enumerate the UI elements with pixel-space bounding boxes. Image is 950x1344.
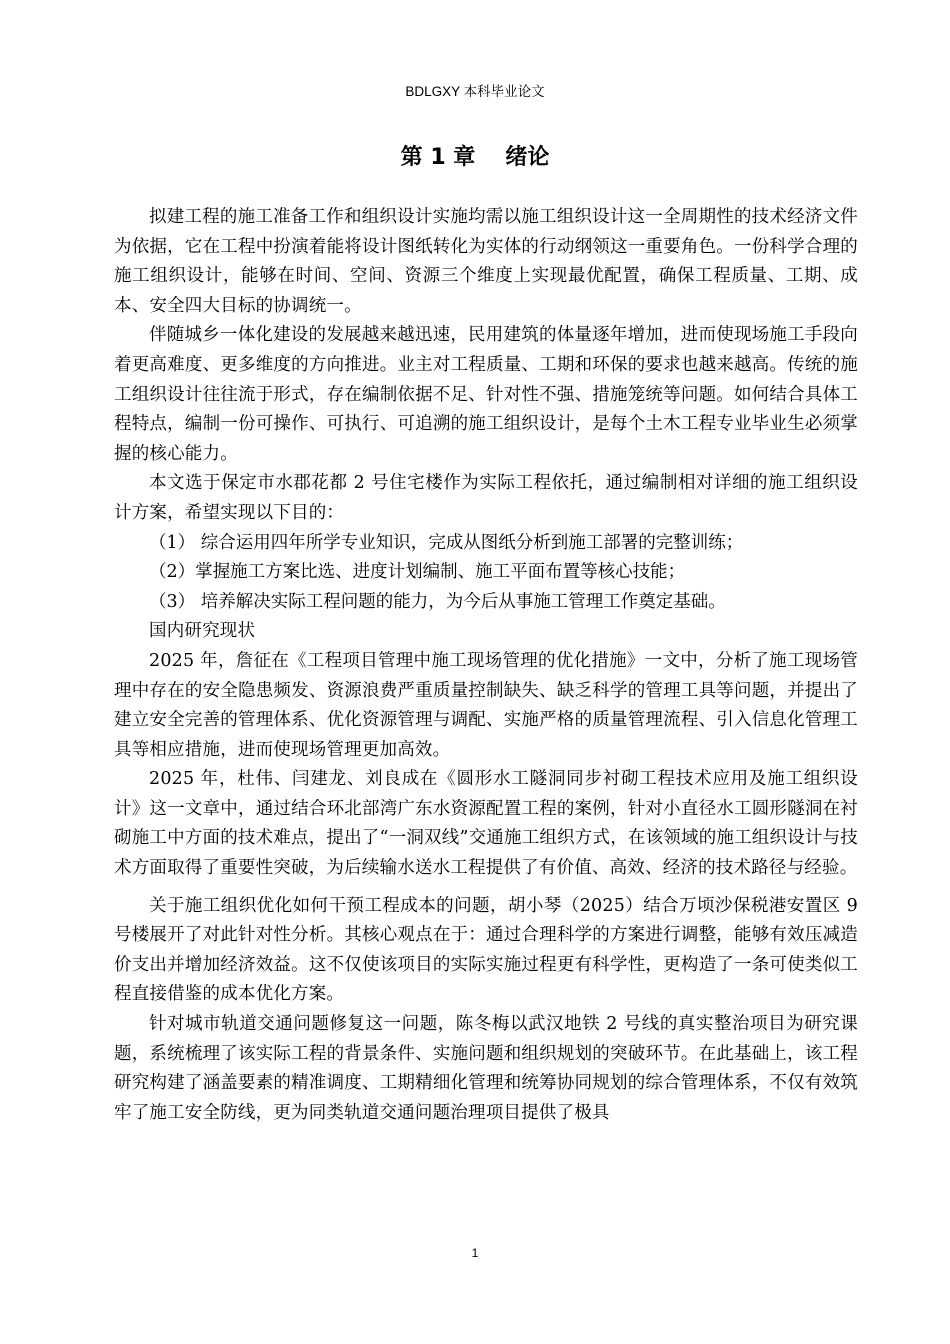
page-number: 1 (471, 1246, 479, 1260)
chapter-name: 绪论 (505, 145, 550, 170)
chapter-title (0, 140, 950, 171)
objective-item: （2）掌握施工方案比选、进度计划编制、施工平面布置等核心技能； (149, 562, 686, 583)
body-text (114, 203, 858, 1128)
section-heading: 国内研究现状 (149, 621, 256, 642)
paragraph: 本文选于保定市水郡花都 2 号住宅楼作为实际工程依托，通过编制相对详细的施工组织设计方案，希望实现以下目的： (114, 473, 858, 523)
objective-item: （3） 培养解决实际工程问题的能力，为今后从事施工管理工作奠定基础。 (149, 591, 726, 612)
paragraph: 拟建工程的施工准备工作和组织设计实施均需以施工组织设计这一全周期性的技术经济文件为依据，它在工程中扮演着能将设计图纸转化为实体的行动纲领这一重要角色。一份科学合理的施工组织设计，能够在时间、空间、资源三个维度上实现最优配置，确保工程质量、工期、成本、安全四大目标的协调统一。 (114, 207, 858, 316)
chapter-number: 第 1 章 (400, 145, 476, 170)
paragraph: 2025 年，詹征在《工程项目管理中施工现场管理的优化措施》一文中，分析了施工现场管理中存在的安全隐患频发、资源浪费严重质量控制缺失、缺乏科学的管理工具等问题，并提出了建立安全完善的管理体系、优化资源管理与调配、实施严格的质量管理流程、引入信息化管理工具等相应措施，进而使现场管理更加高效。 (114, 650, 858, 760)
paragraph: 针对城市轨道交通问题修复这一问题，陈冬梅以武汉地铁 2 号线的真实整治项目为研究课题，系统梳理了该实际工程的背景条件、实施问题和组织规划的突破环节。在此基础上，该工程研究构建了涵盖要素的精准调度、工期精细化管理和统筹协同规划的综合管理体系，不仅有效筑牢了施工安全防线，更为同类轨道交通问题治理项目提供了极具 (114, 1014, 858, 1123)
objective-item: （1） 综合运用四年所学专业知识，完成从图纸分析到施工部署的完整训练； (149, 532, 744, 553)
paragraph: 伴随城乡一体化建设的发展越来越迅速，民用建筑的体量逐年增加，进而使现场施工手段向着更高难度、更多维度的方向推进。业主对工程质量、工期和环保的要求也越来越高。传统的施工组织设计往往流于形式，存在编制依据不足、针对性不强、措施笼统等问题。如何结合具体工程特点，编制一份可操作、可执行、可追溯的施工组织设计，是每个土木工程专业毕业生必须掌握的核心能力。 (114, 325, 858, 464)
paragraph: 2025 年，杜伟、闫建龙、刘良成在《圆形水工隧洞同步衬砌工程技术应用及施工组织设计》这一文章中，通过结合环北部湾广东水资源配置工程的案例，针对小直径水工圆形隧洞在衬砌施工中方面的技术难点，提出了“一洞双线”交通施工组织方式，在该领域的施工组织设计与技术方面取得了重要性突破，为后续输水送水工程提供了有价值、高效、经济的技术路径与经验。 (114, 769, 858, 879)
running-header: BDLGXY 本科毕业论文 (405, 84, 545, 99)
paragraph: 关于施工组织优化如何干预工程成本的问题，胡小琴（2025）结合万顷沙保税港安置区 9 号楼展开了对此针对性分析。其核心观点在于：通过合理科学的方案进行调整，能够有效压减造价支出并增加经济效益。这不仅使该项目的实际实施过程更有科学性，更构造了一条可使类似工程直接借鉴的成本优化方案。 (114, 895, 858, 1005)
